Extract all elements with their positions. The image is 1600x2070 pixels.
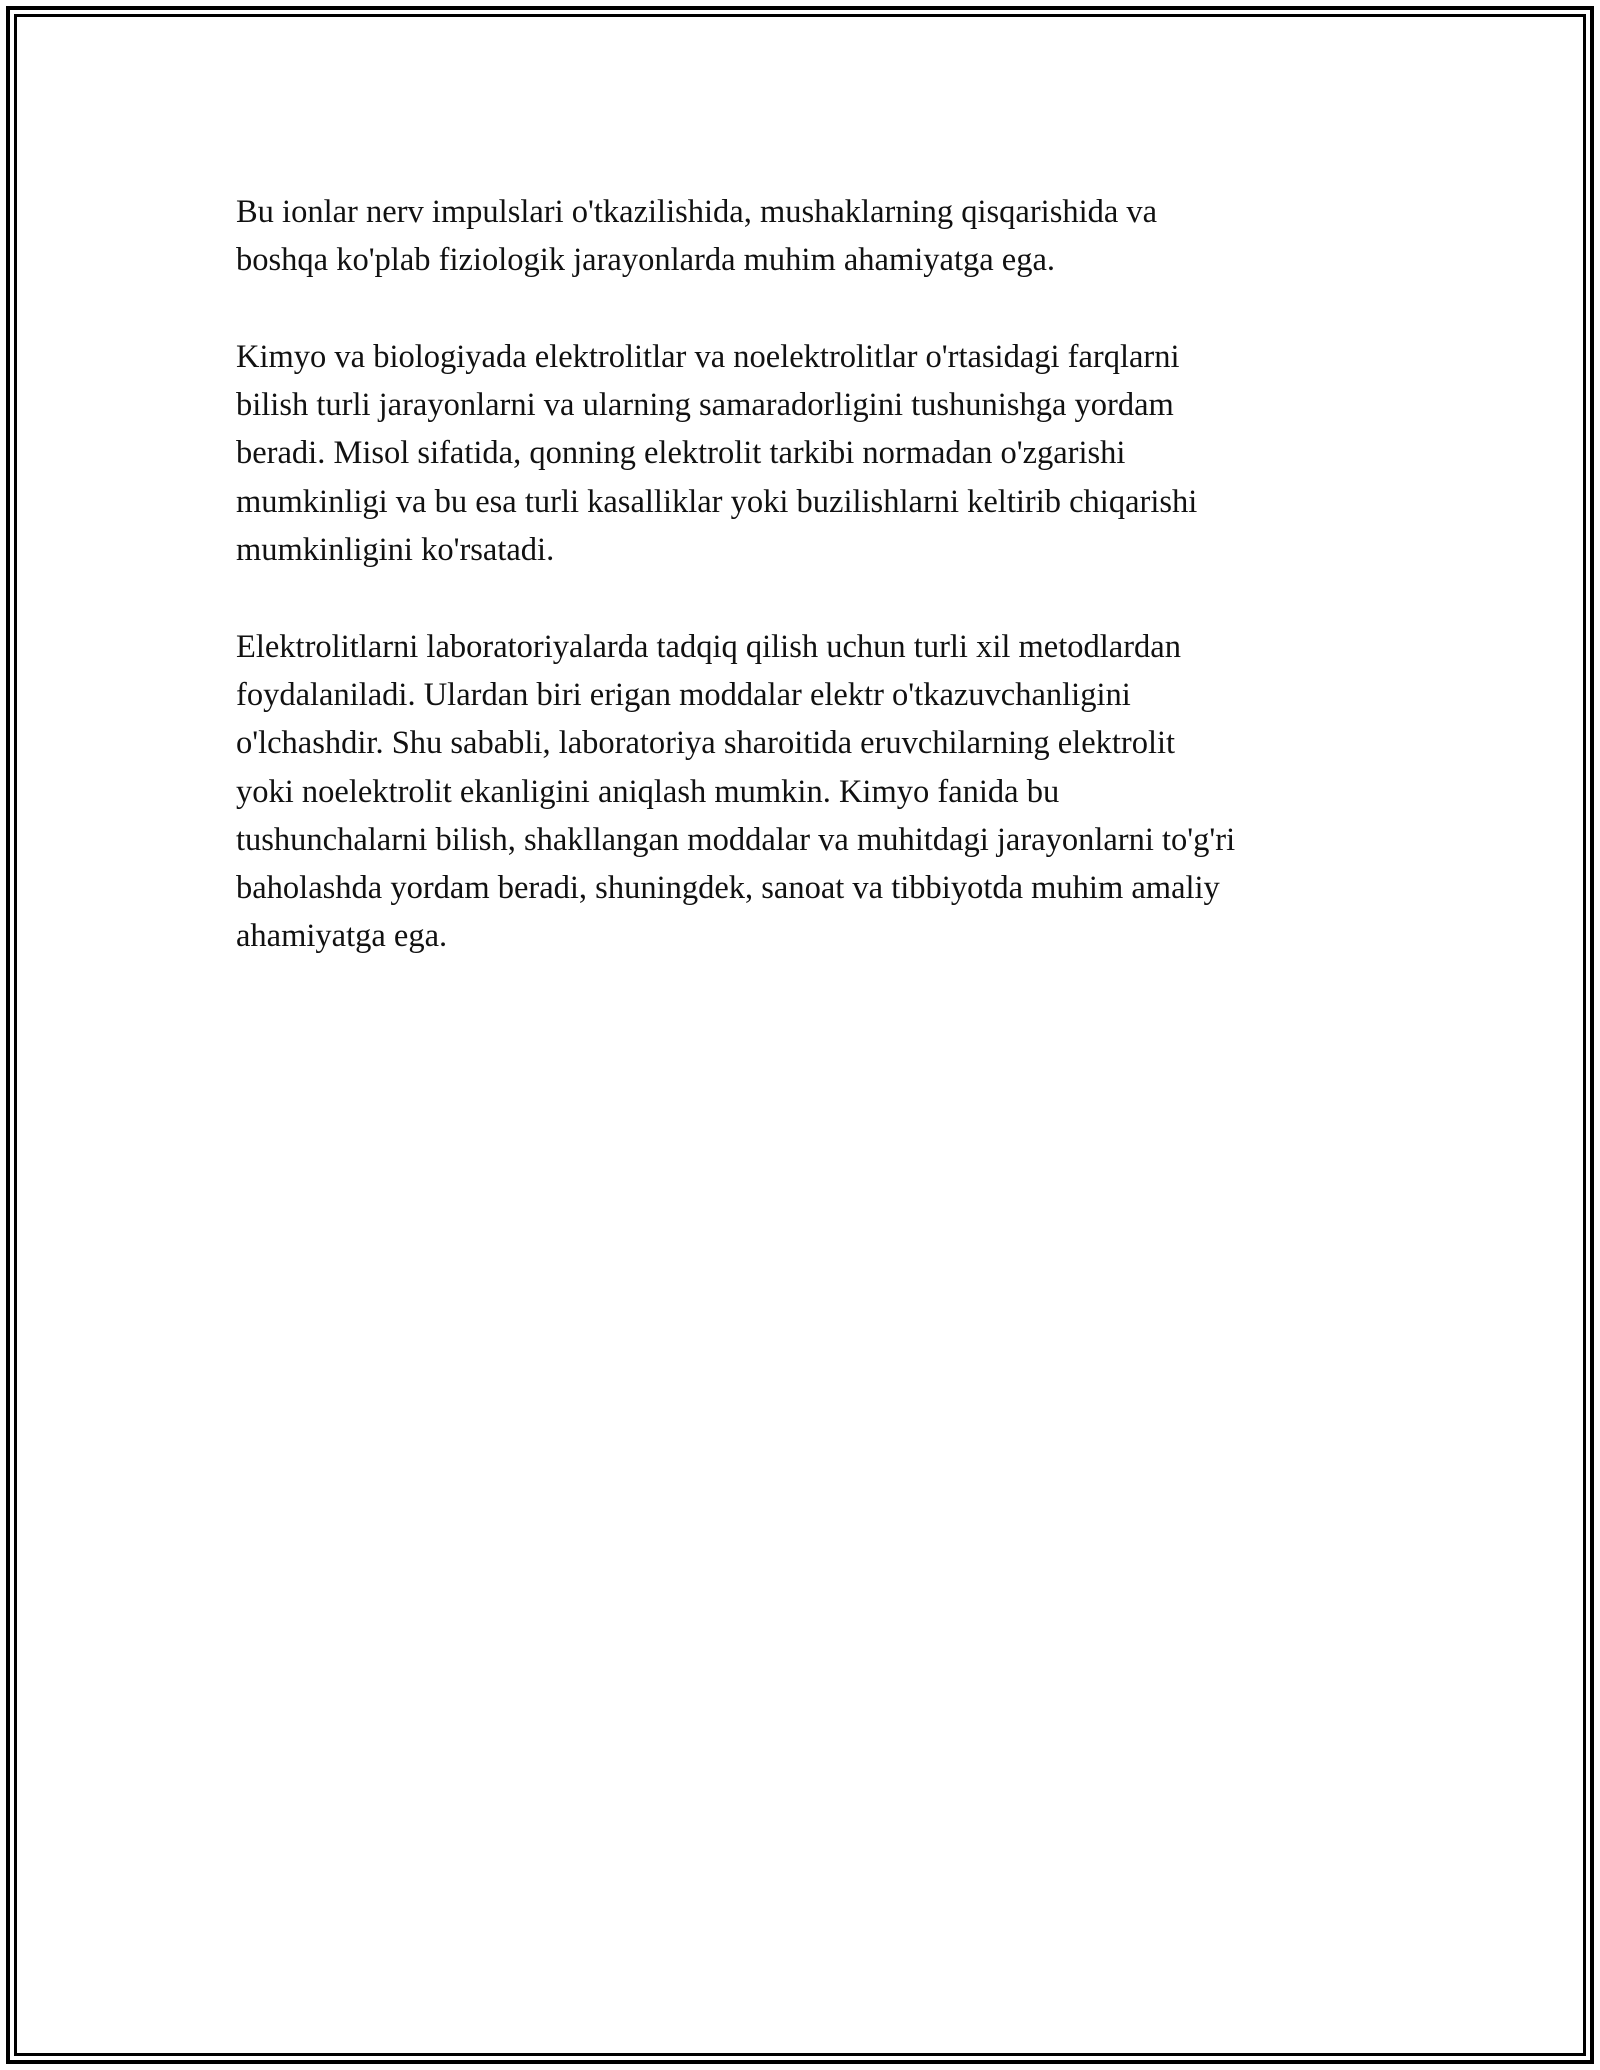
text-line: o'lchashdir. Shu sababli, laboratoriya sharoitida eruvchilarning elektrolit: [236, 725, 1176, 762]
text-line: tushunchalarni bilish, shakllangan moddalar va muhitdagi jarayonlarni to'g'ri: [236, 821, 1236, 858]
paragraph-1: [236, 188, 1416, 285]
paragraph-2: [236, 333, 1416, 574]
paragraph-3: [236, 623, 1416, 961]
text-line: beradi. Misol sifatida, qonning elektrolit tarkibi normadan o'zgarishi: [236, 435, 1126, 472]
text-line: baholashda yordam beradi, shuningdek, sanoat va tibbiyotda muhim amaliy: [236, 870, 1220, 907]
text-line: Bu ionlar nerv impulslari o'tkazilishida, mushaklarning qisqarishida va: [236, 194, 1158, 230]
text-line: mumkinligini ko'rsatadi.: [236, 532, 555, 569]
text-line: bilish turli jarayonlarni va ularning samaradorligini tushunishga yordam: [236, 387, 1174, 424]
text-line: boshqa ko'plab fiziologik jarayonlarda muhim ahamiyatga ega.: [236, 242, 1056, 279]
text-line: yoki noelektrolit ekanligini aniqlash mumkin. Kimyo fanida bu: [236, 773, 1060, 810]
text-line: Elektrolitlarni laboratoriyalarda tadqiq qilish uchun turli xil metodlardan: [236, 628, 1181, 665]
text-line: foydalaniladi. Ulardan biri erigan moddalar elektr o'tkazuvchanligini: [236, 676, 1131, 713]
text-line: mumkinligi va bu esa turli kasalliklar yoki buzilishlarni keltirib chiqarishi: [236, 483, 1198, 520]
text-line: Kimyo va biologiyada elektrolitlar va noelektrolitlar o'rtasidagi farqlarni: [236, 338, 1180, 375]
document-body: [236, 188, 1416, 1009]
text-line: ahamiyatga ega.: [236, 918, 448, 955]
